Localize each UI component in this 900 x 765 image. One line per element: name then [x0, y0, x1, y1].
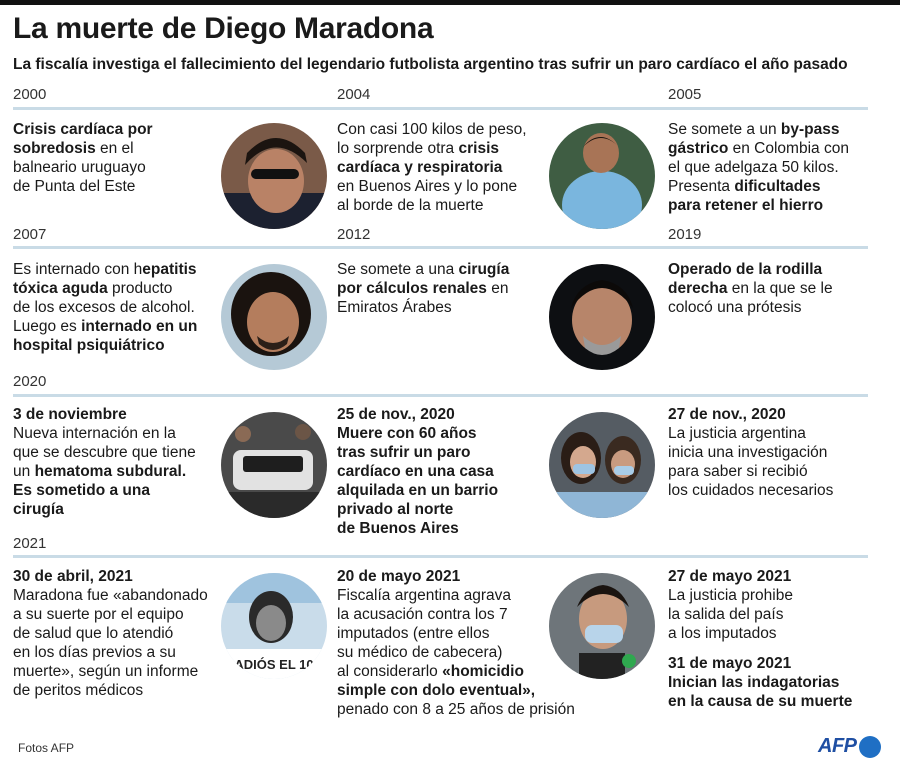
year-label-2005: 2005 [668, 86, 702, 103]
year-label-2004: 2004 [337, 86, 371, 103]
afp-logo-dot [859, 736, 881, 758]
banner-text: ADIÓS EL 10 [234, 657, 314, 672]
photo-2012 [549, 264, 655, 370]
event-2020-nov-27: 27 de nov., 2020 La justicia argentina inicia una investigación para saber si recibió los cuidados necesarios [668, 406, 834, 499]
event-2005: Se somete a un by-pass gástrico en Colombia con el que adelgaza 50 kilos. Presenta dificultades para retener el hierro [668, 121, 849, 214]
event-2021-may-27: 27 de mayo 2021 La justicia prohibe la salida del país a los imputados [668, 568, 793, 642]
photo-2021-banner [221, 573, 327, 679]
event-2004: Con casi 100 kilos de peso, lo sorprende otra crisis cardíaca y respiratoria en Buenos Aires y lo pone al borde de la muerte [337, 121, 527, 214]
page-title: La muerte de Diego Maradona [13, 12, 434, 45]
top-bar [0, 0, 900, 5]
event-2019: Operado de la rodilla derecha en la que se le colocó una prótesis [668, 261, 833, 316]
event-2007: Es internado con hepatitis tóxica aguda producto de los excesos de alcohol. Luego es internado en un hospital psiquiátrico [13, 261, 198, 354]
afp-logo-text: AFP [818, 735, 857, 757]
year-label-2021: 2021 [13, 535, 47, 552]
year-label-2019: 2019 [668, 226, 702, 243]
divider-rule [13, 107, 868, 110]
year-label-2012: 2012 [337, 226, 371, 243]
year-label-2020: 2020 [13, 373, 47, 390]
photo-2000 [221, 123, 327, 229]
event-2021-may-31: 31 de mayo 2021 Inician las indagatorias en la causa de su muerte [668, 655, 853, 710]
afp-logo [818, 735, 881, 758]
year-label-2000: 2000 [13, 86, 47, 103]
photo-credit: Fotos AFP [18, 741, 75, 755]
event-2020-nov-3: 3 de noviembre Nueva internación en la que se descubre que tiene un hematoma subdural. Es sometido a una cirugía [13, 406, 196, 518]
photo-2020-hearse [221, 412, 327, 518]
divider-rule [13, 394, 868, 397]
year-label-2007: 2007 [13, 226, 47, 243]
event-2021-apr-30: 30 de abril, 2021 Maradona fue «abandonado a su suerte por el equipo de salud que lo atendió en los días previos a su muerte», según un informe de peritos médicos [13, 568, 208, 699]
page-subtitle: La fiscalía investiga el fallecimiento del legendario futbolista argentino tras sufrir un paro cardíaco el año pasado [13, 56, 848, 73]
divider-rule [13, 555, 868, 558]
event-2000: Crisis cardíaca por sobredosis en el balneario uruguayo de Punta del Este [13, 121, 153, 195]
event-2020-nov-25: 25 de nov., 2020 Muere con 60 años tras sufrir un paro cardíaco en una casa alquilada en un barrio privado al norte de Buenos Aires [337, 406, 499, 537]
photo-2020-daughters [549, 412, 655, 518]
photo-2021-doctor [549, 573, 655, 679]
divider-rule [13, 246, 868, 249]
event-2021-may-20: 20 de mayo 2021 Fiscalía argentina agrava la acusación contra los 7 imputados (entre ellos su médico de cabecera) al considerarlo «homicidio simple con dolo eventual», penado con 8 a 25 años de prisión [337, 568, 575, 718]
event-2012: Se somete a una cirugía por cálculos renales en Emiratos Árabes [337, 261, 510, 316]
photo-2007 [221, 264, 327, 370]
photo-2004 [549, 123, 655, 229]
